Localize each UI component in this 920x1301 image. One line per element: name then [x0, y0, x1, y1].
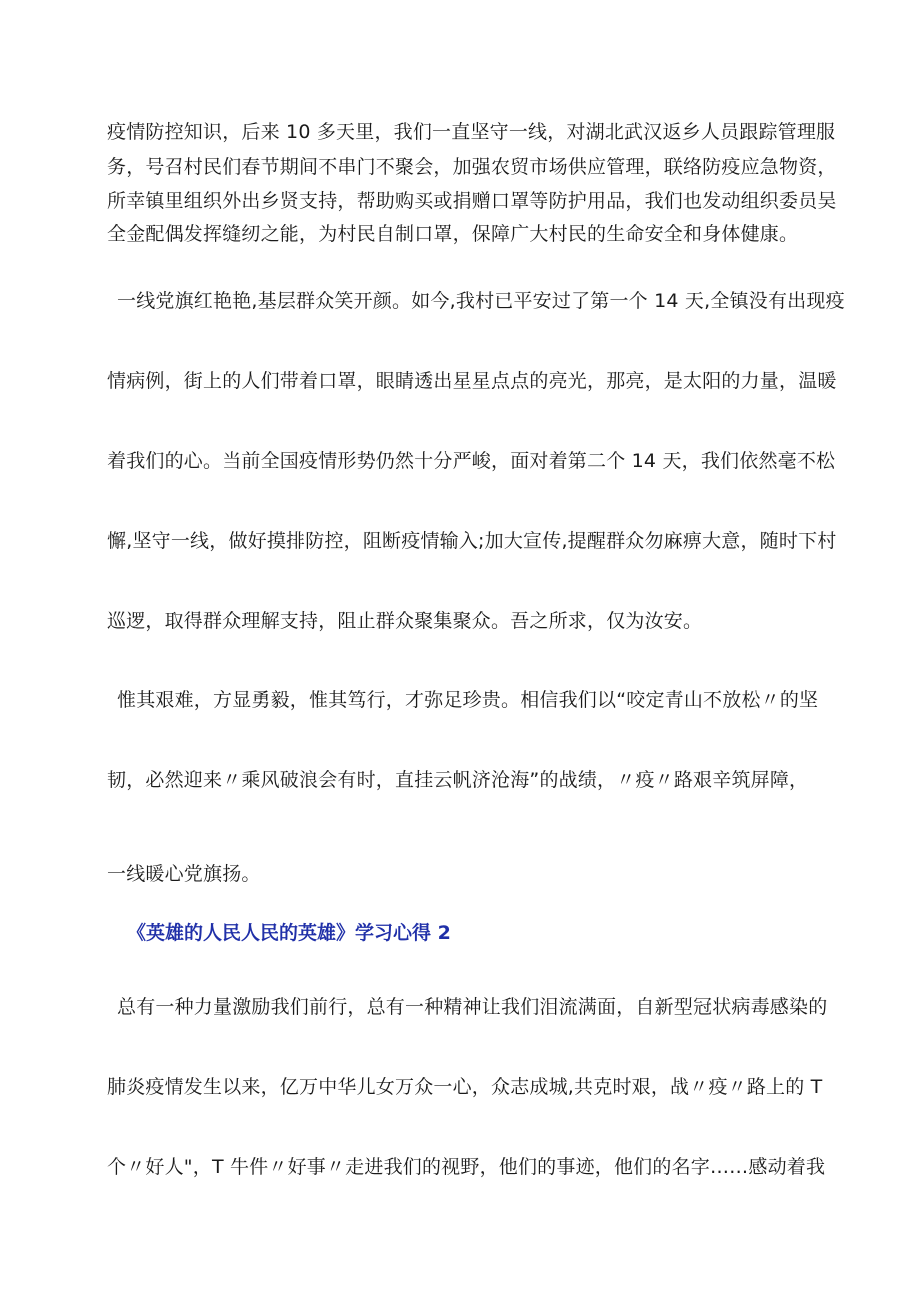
paragraph-1-line-3: 所幸镇里组织外出乡贤支持，帮助购买或捐赠口罩等防护用品，我们也发动组织委员吴 [107, 190, 837, 212]
paragraph-1-line-1: 疫情防控知识，后来 10 多天里，我们一直坚守一线，对湖北武汉返乡人员跟踪管理服 [107, 121, 836, 143]
paragraph-1-line-4: 全金配偶发挥缝纫之能，为村民自制口罩，保障广大村民的生命安全和身体健康。 [107, 223, 799, 245]
paragraph-4-line-3: 个〃好人"，T 牛件〃好事〃走进我们的视野，他们的事迹，他们的名字……感动着我 [107, 1156, 826, 1178]
paragraph-3-line-2: 韧，必然迎来〃乘风破浪会有时，直挂云帆济沧海”的战绩，〃疫〃路艰辛筑屏障， [107, 769, 809, 791]
paragraph-2-line-4: 懈,坚守一线，做好摸排防控，阻断疫情输入;加大宣传,提醒群众勿麻痹大意，随时下村 [107, 530, 837, 552]
paragraph-4-line-1: 总有一种力量激励我们前行，总有一种精神让我们泪流满面，自新型冠状病毒感染的 [117, 996, 828, 1018]
paragraph-3-line-1: 惟其艰难，方显勇毅，惟其笃行，才弥足珍贵。相信我们以“咬定青山不放松〃的坚 [117, 689, 819, 711]
section-heading: 《英雄的人民人民的英雄》学习心得 2 [127, 922, 451, 944]
paragraph-2-line-3: 着我们的心。当前全国疫情形势仍然十分严峻，面对着第二个 14 天，我们依然毫不松 [107, 450, 836, 472]
paragraph-4-line-2: 肺炎疫情发生以来，亿万中华儿女万众一心，众志成城,共克时艰，战〃疫〃路上的 T [107, 1076, 823, 1098]
paragraph-1-line-2: 务，号召村民们春节期间不串门不聚会，加强农贸市场供应管理，联络防疫应急物资， [107, 156, 837, 178]
paragraph-3-line-3: 一线暖心党旗扬。 [107, 863, 261, 885]
paragraph-2-line-5: 巡逻，取得群众理解支持，阻止群众聚集聚众。吾之所求，仅为汝安。 [107, 610, 703, 632]
paragraph-2-line-2: 情病例，街上的人们带着口罩，眼睛透出星星点点的亮光，那亮，是太阳的力量，温暖 [107, 370, 837, 392]
paragraph-2-line-1: 一线党旗红艳艳,基层群众笑开颜。如今,我村已平安过了第一个 14 天,全镇没有出现疫 [117, 290, 845, 312]
